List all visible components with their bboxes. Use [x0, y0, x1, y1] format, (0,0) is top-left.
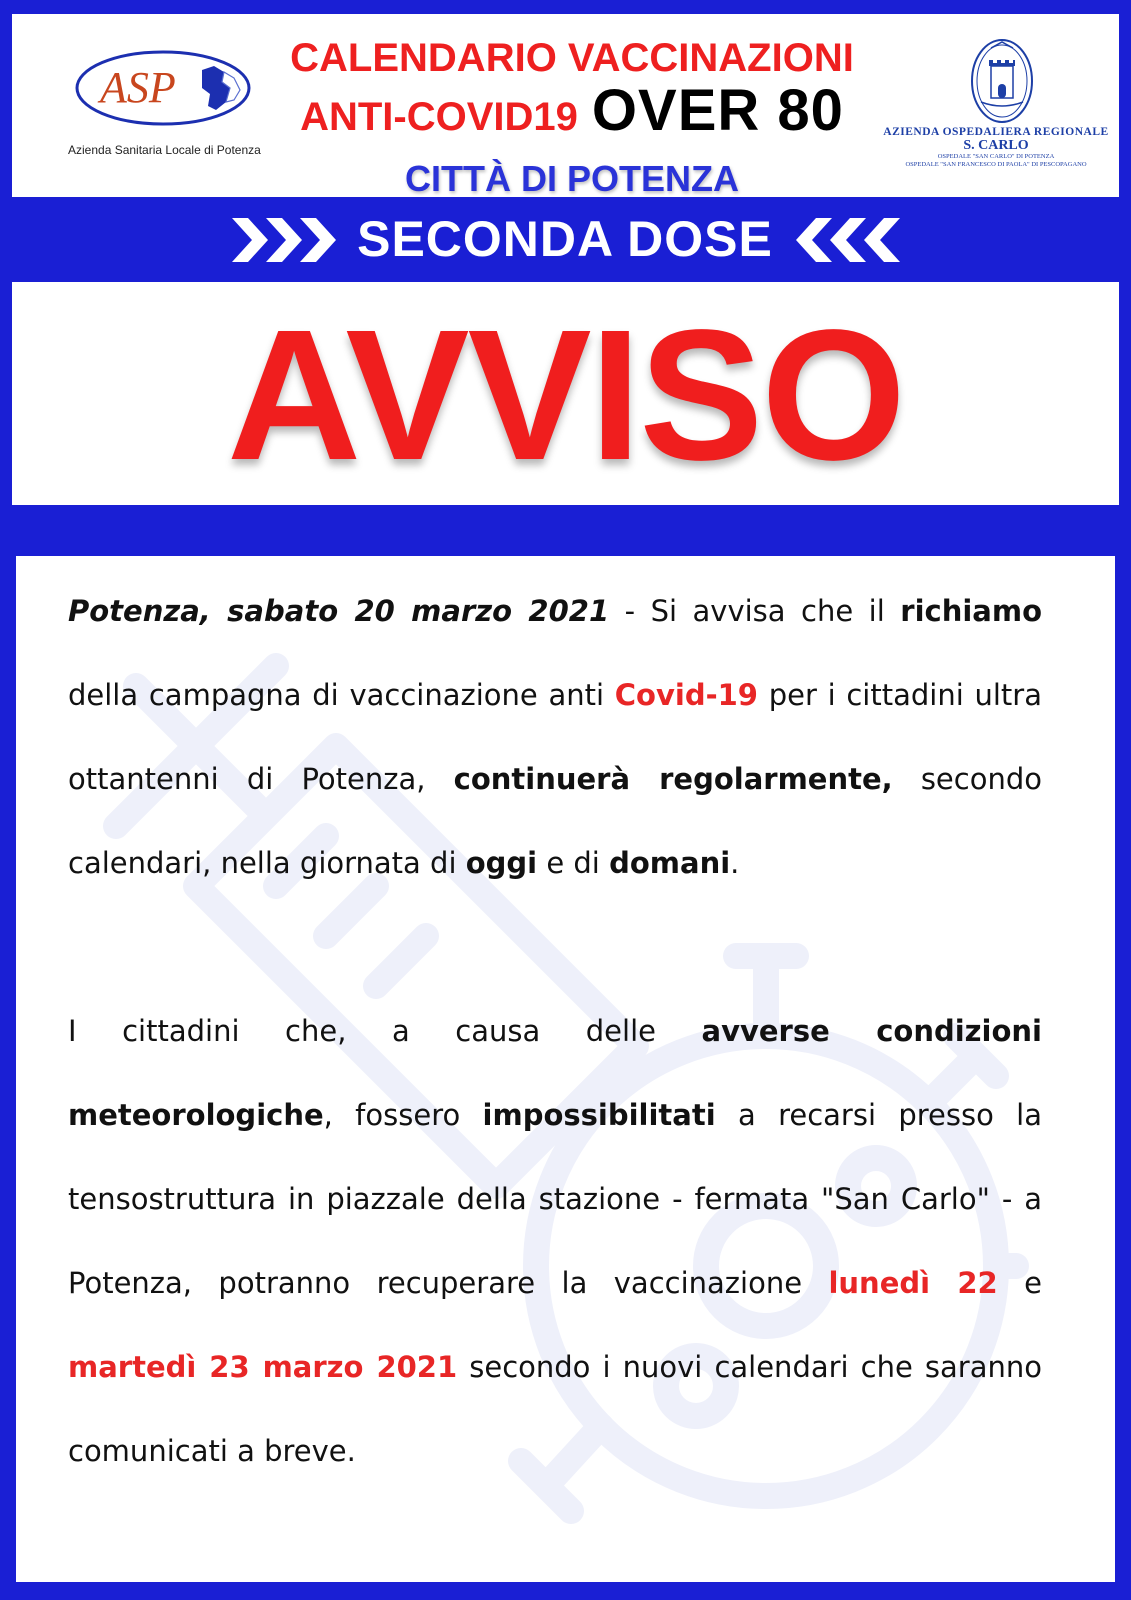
- p2-segment: I cittadini che, a causa delle: [68, 1014, 702, 1048]
- p1-segment: richiamo: [900, 594, 1042, 628]
- hospital-scarlo: S. CARLO: [963, 138, 1029, 153]
- body-text: [68, 569, 1042, 1493]
- p1-segment: continuerà regolarmente,: [453, 762, 893, 796]
- avviso-panel: [12, 282, 1119, 505]
- title-line-2: [252, 80, 892, 157]
- p2-segment: avverse condizioni meteorologiche: [68, 1014, 1042, 1132]
- p2-segment: lunedì 22: [828, 1266, 998, 1300]
- p2-segment: a recarsi presso la tensostruttura in piazzale della stazione - fermata "San Carlo" - a Potenza, potranno recuperare la vaccinazione: [68, 1098, 1042, 1300]
- hospital-text: [880, 126, 1112, 169]
- avviso-heading: AVVISO: [226, 292, 905, 499]
- hospital-sub-1: OSPEDALE "SAN CARLO" DI POTENZA: [937, 153, 1055, 160]
- p1-segment: della campagna di vaccinazione anti: [68, 678, 615, 712]
- hospital-sub-2: OSPEDALE "SAN FRANCESCO DI PAOLA" DI PESCOPAGANO: [905, 161, 1087, 168]
- p1-segment: oggi: [465, 846, 538, 880]
- chevrons-left-icon: [794, 212, 904, 268]
- p2-segment: impossibilitati: [482, 1098, 716, 1132]
- p1-segment: domani: [609, 846, 731, 880]
- p1-segment: secondo calendari, nella giornata di: [68, 762, 1042, 880]
- p2-segment: martedì 23 marzo 2021: [68, 1350, 458, 1384]
- p1-segment: per i cittadini ultra ottantenni di Potenza,: [68, 678, 1042, 796]
- p2-segment: , fossero: [323, 1098, 483, 1132]
- p1-segment: .: [730, 846, 740, 880]
- header-panel: [12, 14, 1119, 197]
- title-city: CITTÀ DI POTENZA: [405, 158, 739, 199]
- title-line-1: CALENDARIO VACCINAZIONI: [290, 36, 854, 80]
- asp-logo-text: ASP: [100, 63, 176, 112]
- hospital-emblem-icon: [967, 36, 1037, 126]
- body-panel: [16, 556, 1115, 1582]
- p2-segment: secondo i nuovi calendari che saranno comunicati a breve.: [68, 1350, 1043, 1468]
- seconda-dose-banner: [0, 200, 1131, 280]
- paragraph-2: [68, 989, 1042, 1493]
- p1-segment: Covid-19: [614, 678, 758, 712]
- seconda-dose-label: SECONDA DOSE: [357, 211, 773, 267]
- title-block: [252, 36, 892, 201]
- asp-caption: Azienda Sanitaria Locale di Potenza: [68, 143, 261, 157]
- hospital-name: AZIENDA OSPEDALIERA REGIONALE: [883, 126, 1109, 138]
- p1-segment: Potenza, sabato 20 marzo 2021: [68, 594, 610, 628]
- title-anticovid: ANTI-COVID19: [300, 95, 578, 139]
- paragraph-1: [68, 569, 1042, 905]
- title-over80: OVER 80: [591, 78, 844, 143]
- p2-segment: e: [997, 1266, 1042, 1300]
- asp-logo: [74, 48, 252, 128]
- p1-segment: e di: [537, 846, 610, 880]
- chevrons-right-icon: [228, 212, 338, 268]
- p1-segment: - Si avvisa che il: [609, 594, 901, 628]
